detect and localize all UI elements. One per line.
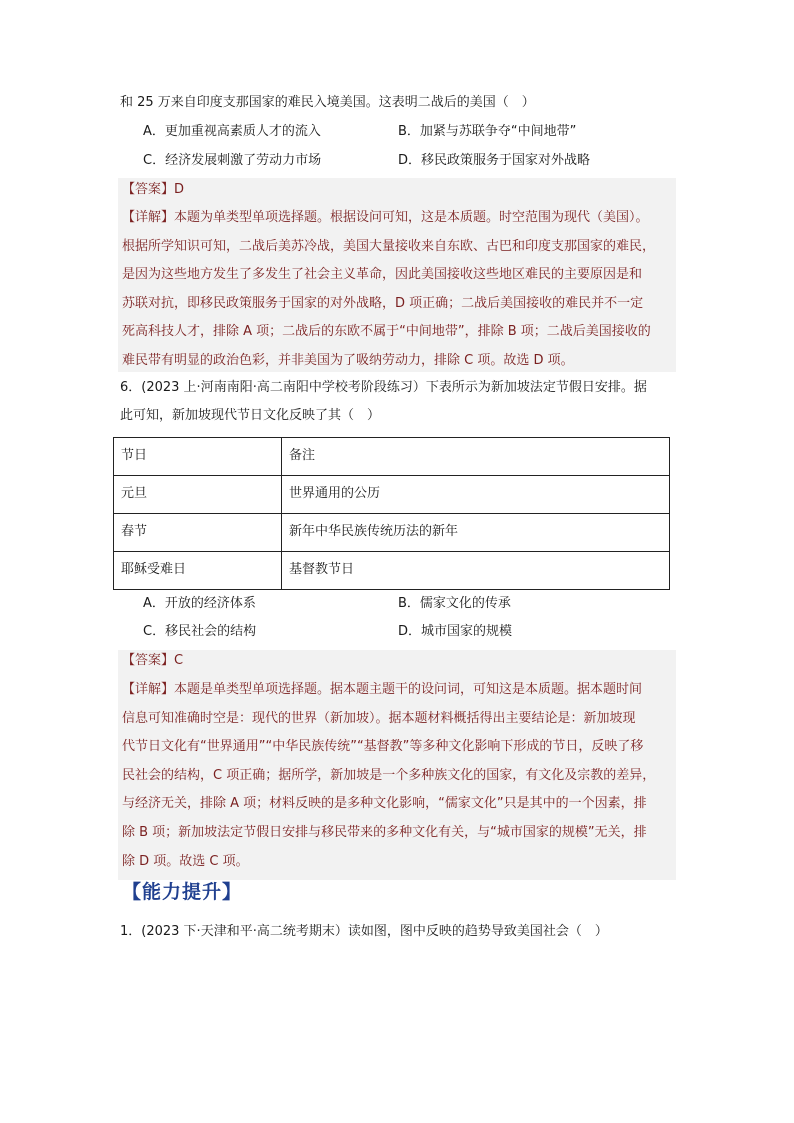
table-cell: 春节 — [114, 514, 282, 552]
table-row — [114, 476, 670, 514]
q5-option-a: A．更加重视高素质人才的流入 — [143, 124, 321, 139]
table-cell: 基督教节日 — [282, 552, 670, 590]
q6-option-a: A．开放的经济体系 — [143, 596, 256, 611]
q5-explanation — [122, 204, 672, 376]
next-question-stem: 1．(2023 下·天津和平·高二统考期末）读如图，图中反映的趋势导致美国社会（ ） — [120, 924, 608, 939]
holiday-table — [113, 437, 670, 590]
q6-option-c: C．移民社会的结构 — [143, 624, 257, 639]
table-header-holiday: 节日 — [114, 438, 282, 476]
table-row — [114, 514, 670, 552]
q6-stem-line2: 此可知，新加坡现代节日文化反映了其（ ） — [120, 408, 381, 423]
q5-explanation-line: 难民带有明显的政治色彩，并非美国为了吸纳劳动力，排除 C 项。故选 D 项。 — [122, 352, 574, 368]
q5-option-b: B．加紧与苏联争夺“中间地带” — [398, 124, 577, 139]
q6-explanation-line: 除 D 项。故选 C 项。 — [122, 853, 249, 869]
q5-explanation-line: 【详解】本题为单类型单项选择题。根据设问可知，这是本质题。时空范围为现代（美国）。 — [122, 210, 649, 225]
table-row — [114, 552, 670, 590]
q6-explanation-line: 民社会的结构，C 项正确；据所学，新加坡是一个多种族文化的国家，有文化及宗教的差异， — [122, 767, 656, 783]
q5-explanation-line: 苏联对抗，即移民政策服务于国家的对外战略，D 项正确；二战后美国接收的难民并不一定 — [122, 295, 644, 311]
q6-answer: 【答案】C — [122, 653, 184, 668]
q5-option-d: D．移民政策服务于国家对外战略 — [398, 153, 591, 168]
q5-answer: 【答案】D — [122, 182, 185, 197]
q5-stem-tail: 和 25 万来自印度支那国家的难民入境美国。这表明二战后的美国（ ） — [120, 95, 535, 110]
table-cell: 耶稣受难日 — [114, 552, 282, 590]
q5-explanation-line: 死高科技人才，排除 A 项；二战后的东欧不属于“中间地带”，排除 B 项；二战后美国接收的 — [122, 324, 651, 340]
q6-explanation-line: 信息可知准确时空是：现代的世界（新加坡）。据本题材料概括得出主要结论是：新加坡现 — [122, 710, 636, 726]
q6-explanation-line: 与经济无关，排除 A 项；材料反映的是多种文化影响，“儒家文化”只是其中的一个因素，排 — [122, 796, 647, 812]
q5-option-c: C．经济发展刺激了劳动力市场 — [143, 153, 322, 168]
q5-explanation-line: 根据所学知识可知，二战后美苏冷战，美国大量接收来自东欧、古巴和印度支那国家的难民， — [122, 238, 656, 254]
q6-explanation — [122, 676, 672, 876]
q6-stem-line1: 6．(2023 上·河南南阳·高二南阳中学校考阶段练习）下表所示为新加坡法定节假日安排。据 — [120, 380, 647, 395]
table-cell: 元旦 — [114, 476, 282, 514]
q6-option-b: B．儒家文化的传承 — [398, 596, 511, 611]
q5-explanation-line: 是因为这些地方发生了多发生了社会主义革命，因此美国接收这些地区难民的主要原因是和 — [122, 267, 643, 283]
table-cell: 新年中华民族传统历法的新年 — [282, 514, 670, 552]
q6-explanation-line: 【详解】本题是单类型单项选择题。据本题主题干的设问词，可知这是本质题。据本题时间 — [122, 682, 643, 697]
table-cell: 世界通用的公历 — [282, 476, 670, 514]
q6-explanation-line: 代节日文化有“世界通用”“中华民族传统”“基督教”等多种文化影响下形成的节日，反映了移 — [122, 739, 644, 755]
section-heading: 【能力提升】 — [122, 881, 243, 903]
table-header-note: 备注 — [282, 438, 670, 476]
q6-explanation-line: 除 B 项；新加坡法定节假日安排与移民带来的多种文化有关，与“城市国家的规模”无关，排 — [122, 824, 647, 840]
q6-option-d: D．城市国家的规模 — [398, 624, 513, 639]
table-row — [114, 438, 670, 476]
